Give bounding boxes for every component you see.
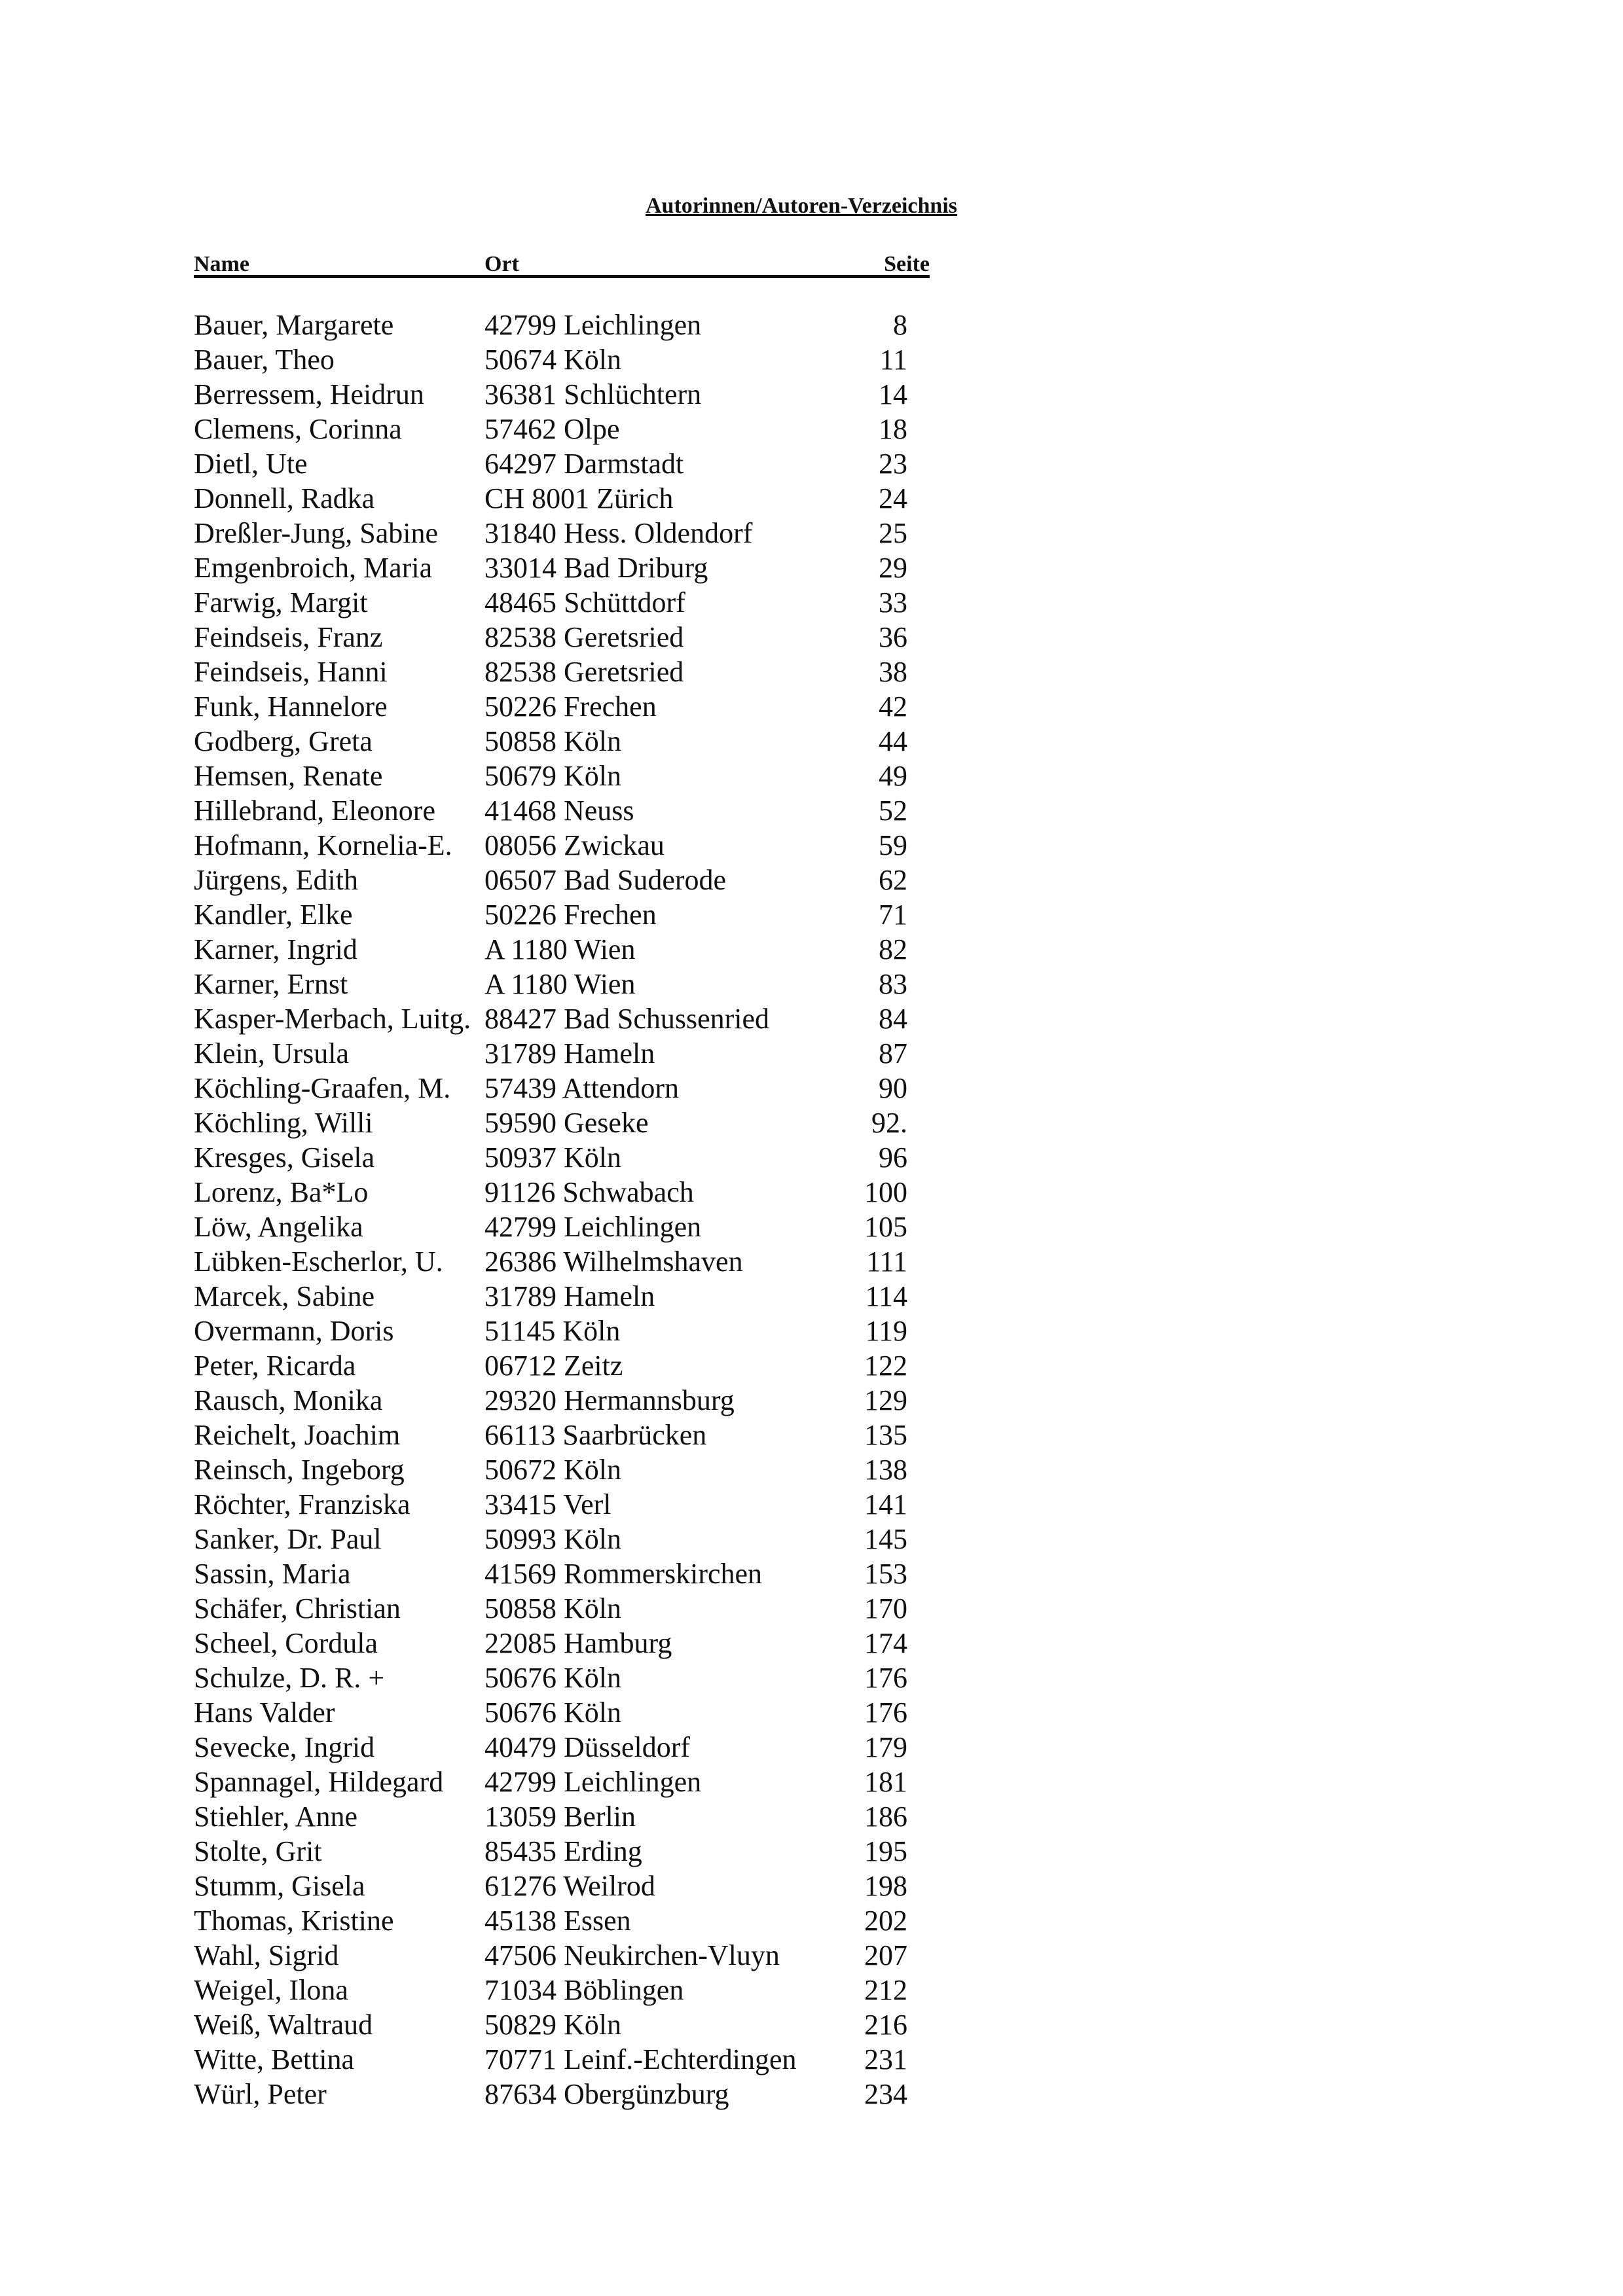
author-location: 41468 Neuss [484,795,634,827]
author-location: 71034 Böblingen [484,1974,684,2006]
list-item [194,1383,930,1418]
author-name: Röchter, Franziska [194,1488,410,1520]
page-number: 44 [879,725,907,757]
list-item [194,1660,930,1695]
author-location: 31840 Hess. Oldendorf [484,517,753,549]
author-name: Reichelt, Joachim [194,1419,401,1451]
page-number: 176 [864,1696,907,1729]
author-name: Overmann, Doris [194,1315,394,1347]
author-name: Würl, Peter [194,2078,327,2110]
author-name: Karner, Ernst [194,968,348,1000]
author-name: Lorenz, Ba*Lo [194,1176,369,1208]
page-number: 216 [864,2009,907,2041]
author-name: Spannagel, Hildegard [194,1766,444,1798]
list-item [194,967,930,1001]
page-number: 170 [864,1592,907,1624]
list-item [194,1314,930,1348]
author-location: 42799 Leichlingen [484,1766,702,1798]
page-number: 138 [864,1454,907,1486]
page-number: 52 [879,795,907,827]
author-name: Clemens, Corinna [194,413,402,445]
author-location: CH 8001 Zürich [484,482,674,514]
author-name: Scheel, Cordula [194,1627,378,1659]
page-number: 111 [866,1246,907,1278]
author-name: Emgenbroich, Maria [194,552,433,584]
author-location: 50676 Köln [484,1662,621,1694]
author-name: Rausch, Monika [194,1384,383,1416]
list-item [194,1487,930,1522]
author-name: Wahl, Sigrid [194,1939,339,1971]
page-number: 119 [865,1315,907,1347]
author-location: 40479 Düsseldorf [484,1731,691,1763]
author-name: Sevecke, Ingrid [194,1731,375,1763]
author-name: Donnell, Radka [194,482,375,514]
list-item [194,1244,930,1279]
author-location: 50226 Frechen [484,899,657,931]
page-number: 195 [864,1835,907,1867]
page-number: 153 [864,1558,907,1590]
author-location: 06507 Bad Suderode [484,864,727,896]
author-location: 57439 Attendorn [484,1072,679,1104]
page-number: 8 [893,309,907,341]
list-item [194,1938,930,1973]
author-name: Bauer, Theo [194,344,335,376]
page-number: 92. [871,1107,907,1139]
list-item [194,516,930,550]
author-list [194,308,930,2111]
author-location: 48465 Schüttdorf [484,586,685,619]
list-item [194,828,930,863]
author-location: 50679 Köln [484,760,621,792]
author-name: Stumm, Gisela [194,1870,365,1902]
page-number: 84 [879,1003,907,1035]
list-item [194,1001,930,1036]
page-number: 100 [864,1176,907,1208]
author-name: Feindseis, Hanni [194,656,388,688]
list-item [194,863,930,897]
author-location: 50829 Köln [484,2009,621,2041]
author-location: 42799 Leichlingen [484,1211,702,1243]
list-item [194,724,930,759]
page-title: Autorinnen/Autoren-Verzeichnis [646,194,957,218]
author-location: 31789 Hameln [484,1037,655,1069]
author-location: 50672 Köln [484,1454,621,1486]
author-name: Funk, Hannelore [194,691,388,723]
list-item [194,1903,930,1938]
author-name: Köchling, Willi [194,1107,373,1139]
page-number: 23 [879,448,907,480]
author-name: Marcek, Sabine [194,1280,375,1312]
author-name: Dreßler-Jung, Sabine [194,517,439,549]
author-name: Kasper-Merbach, Luitg. [194,1003,471,1035]
page-number: 135 [864,1419,907,1451]
list-item [194,1730,930,1765]
page-number: 42 [879,691,907,723]
author-name: Witte, Bettina [194,2043,355,2075]
author-location: 91126 Schwabach [484,1176,694,1208]
list-item [194,1071,930,1105]
list-item [194,412,930,446]
author-location: 59590 Geseke [484,1107,649,1139]
list-item [194,2042,930,2077]
list-item [194,897,930,932]
page-number: 176 [864,1662,907,1694]
author-location: 06712 Zeitz [484,1350,623,1382]
page-number: 11 [879,344,907,376]
author-location: 50858 Köln [484,725,621,757]
author-location: 50676 Köln [484,1696,621,1729]
author-location: A 1180 Wien [484,968,636,1000]
author-location: 85435 Erding [484,1835,642,1867]
page-number: 186 [864,1801,907,1833]
author-location: 87634 Obergünzburg [484,2078,729,2110]
author-name: Hans Valder [194,1696,335,1729]
page-number: 38 [879,656,907,688]
page-number: 231 [864,2043,907,2075]
author-location: 13059 Berlin [484,1801,636,1833]
list-item [194,1452,930,1487]
author-name: Karner, Ingrid [194,933,357,965]
author-name: Sassin, Maria [194,1558,351,1590]
author-location: 47506 Neukirchen-Vluyn [484,1939,780,1971]
page-number: 212 [864,1974,907,2006]
author-location: 57462 Olpe [484,413,620,445]
author-name: Hofmann, Kornelia-E. [194,829,452,861]
page-number: 207 [864,1939,907,1971]
author-name: Feindseis, Franz [194,621,383,653]
page-number: 49 [879,760,907,792]
page-number: 129 [864,1384,907,1416]
author-location: 66113 Saarbrücken [484,1419,707,1451]
author-location: 33014 Bad Driburg [484,552,708,584]
page-number: 174 [864,1627,907,1659]
author-location: 82538 Geretsried [484,656,684,688]
list-item [194,1799,930,1834]
page-number: 202 [864,1905,907,1937]
author-location: 50858 Köln [484,1592,621,1624]
author-location: 31789 Hameln [484,1280,655,1312]
column-header-name: Name [194,252,249,276]
page-number: 18 [879,413,907,445]
author-name: Godberg, Greta [194,725,373,757]
page-number: 62 [879,864,907,896]
list-item [194,1210,930,1244]
list-item [194,793,930,828]
page-number: 29 [879,552,907,584]
list-item [194,1348,930,1383]
list-item [194,1626,930,1660]
page-number: 141 [864,1488,907,1520]
page-number: 181 [864,1766,907,1798]
author-location: 36381 Schlüchtern [484,378,702,410]
page-number: 83 [879,968,907,1000]
author-name: Löw, Angelika [194,1211,363,1243]
author-location: 22085 Hamburg [484,1627,672,1659]
page-number: 33 [879,586,907,619]
column-header [194,251,930,278]
list-item [194,2007,930,2042]
page-number: 198 [864,1870,907,1902]
list-item [194,1522,930,1556]
list-item [194,689,930,724]
page-number: 36 [879,621,907,653]
list-item [194,1036,930,1071]
author-name: Weiß, Waltraud [194,2009,373,2041]
page-number: 90 [879,1072,907,1104]
author-location: 08056 Zwickau [484,829,665,861]
author-location: 70771 Leinf.-Echterdingen [484,2043,797,2075]
list-item [194,759,930,793]
author-location: 50674 Köln [484,344,621,376]
page-number: 14 [879,378,907,410]
author-location: 26386 Wilhelmshaven [484,1246,743,1278]
author-name: Lübken-Escherlor, U. [194,1246,443,1278]
author-location: 33415 Verl [484,1488,611,1520]
list-item [194,1175,930,1210]
author-location: 41569 Rommerskirchen [484,1558,763,1590]
author-name: Kresges, Gisela [194,1141,375,1174]
page-number: 82 [879,933,907,965]
list-item [194,655,930,689]
author-name: Stiehler, Anne [194,1801,357,1833]
page-number: 25 [879,517,907,549]
author-location: 42799 Leichlingen [484,309,702,341]
page-number: 96 [879,1141,907,1174]
author-location: 29320 Hermannsburg [484,1384,735,1416]
author-name: Stolte, Grit [194,1835,322,1867]
author-name: Reinsch, Ingeborg [194,1454,405,1486]
list-item [194,342,930,377]
list-item [194,620,930,655]
list-item [194,1869,930,1903]
page-number: 114 [865,1280,907,1312]
list-item [194,1556,930,1591]
author-location: 45138 Essen [484,1905,631,1937]
author-name: Farwig, Margit [194,586,368,619]
column-header-seite: Seite [884,252,930,276]
list-item [194,1279,930,1314]
author-location: 50226 Frechen [484,691,657,723]
list-item [194,1418,930,1452]
list-item [194,550,930,585]
author-location: 82538 Geretsried [484,621,684,653]
author-location: 88427 Bad Schussenried [484,1003,770,1035]
list-item [194,481,930,516]
author-name: Dietl, Ute [194,448,308,480]
list-item [194,932,930,967]
page-number: 87 [879,1037,907,1069]
list-item [194,1105,930,1140]
column-header-ort: Ort [484,252,519,276]
page-number: 24 [879,482,907,514]
author-name: Schulze, D. R. + [194,1662,385,1694]
author-location: 50993 Köln [484,1523,621,1555]
page-number: 179 [864,1731,907,1763]
author-name: Kandler, Elke [194,899,353,931]
author-name: Hemsen, Renate [194,760,383,792]
header-underline [194,275,930,278]
list-item [194,1140,930,1175]
list-item [194,1973,930,2007]
list-item [194,1765,930,1799]
page-number: 234 [864,2078,907,2110]
author-name: Köchling-Graafen, M. [194,1072,451,1104]
author-location: 51145 Köln [484,1315,621,1347]
author-location: 61276 Weilrod [484,1870,655,1902]
page-number: 59 [879,829,907,861]
page-number: 122 [864,1350,907,1382]
list-item [194,1591,930,1626]
author-name: Hillebrand, Eleonore [194,795,435,827]
list-item [194,1695,930,1730]
list-item [194,446,930,481]
list-item [194,2077,930,2111]
author-name: Weigel, Ilona [194,1974,348,2006]
author-name: Berressem, Heidrun [194,378,424,410]
author-name: Sanker, Dr. Paul [194,1523,382,1555]
author-location: 50937 Köln [484,1141,621,1174]
page-number: 105 [864,1211,907,1243]
author-name: Bauer, Margarete [194,309,394,341]
author-name: Thomas, Kristine [194,1905,394,1937]
list-item [194,377,930,412]
author-name: Jürgens, Edith [194,864,358,896]
author-name: Peter, Ricarda [194,1350,356,1382]
author-location: A 1180 Wien [484,933,636,965]
list-item [194,1834,930,1869]
list-item [194,585,930,620]
author-location: 64297 Darmstadt [484,448,684,480]
page-number: 145 [864,1523,907,1555]
page-number: 71 [879,899,907,931]
list-item [194,308,930,342]
author-name: Klein, Ursula [194,1037,350,1069]
author-name: Schäfer, Christian [194,1592,401,1624]
